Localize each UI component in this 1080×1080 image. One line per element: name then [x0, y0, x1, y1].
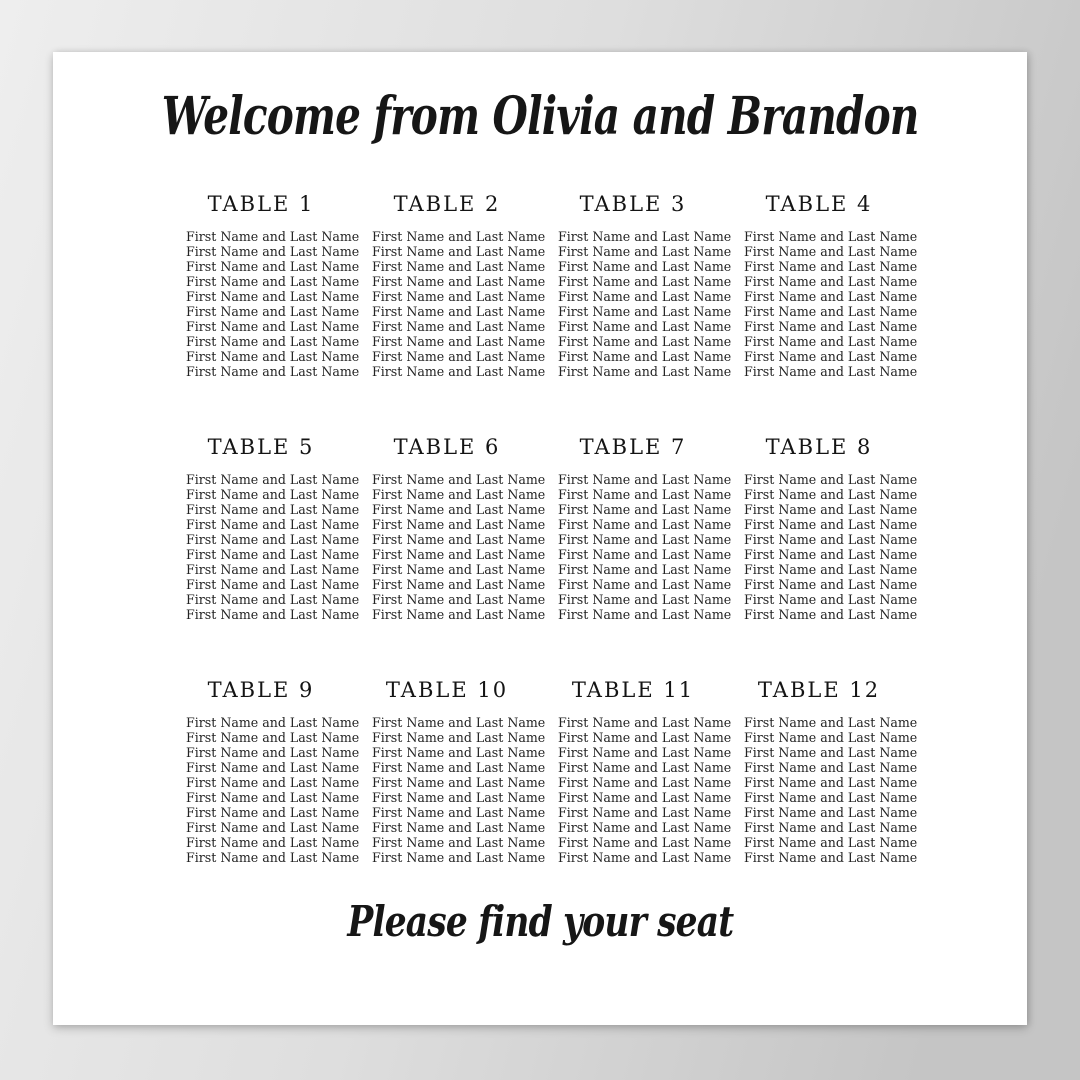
guest-name: First Name and Last Name	[558, 547, 732, 563]
guest-list	[372, 715, 546, 866]
guest-name: First Name and Last Name	[372, 289, 546, 305]
table-card	[558, 192, 732, 380]
guest-name: First Name and Last Name	[372, 562, 546, 578]
guest-name: First Name and Last Name	[186, 319, 360, 335]
guest-list	[186, 229, 360, 380]
guest-name: First Name and Last Name	[372, 730, 546, 746]
guest-name: First Name and Last Name	[186, 274, 360, 290]
guest-name: First Name and Last Name	[744, 517, 918, 533]
guest-name: First Name and Last Name	[186, 715, 360, 731]
guest-name: First Name and Last Name	[372, 304, 546, 320]
guest-name: First Name and Last Name	[372, 820, 546, 836]
guest-name: First Name and Last Name	[186, 760, 360, 776]
guest-name: First Name and Last Name	[744, 760, 918, 776]
guest-name: First Name and Last Name	[744, 790, 918, 806]
guest-name: First Name and Last Name	[372, 502, 546, 518]
guest-name: First Name and Last Name	[558, 835, 732, 851]
tables-grid	[53, 192, 1027, 865]
table-title: TABLE 12	[757, 678, 881, 703]
guest-name: First Name and Last Name	[372, 517, 546, 533]
guest-name: First Name and Last Name	[558, 304, 732, 320]
guest-name: First Name and Last Name	[558, 715, 732, 731]
table-title: TABLE 9	[207, 678, 315, 703]
poster-title	[53, 86, 1027, 148]
guest-name: First Name and Last Name	[744, 835, 918, 851]
guest-name: First Name and Last Name	[372, 607, 546, 623]
guest-name: First Name and Last Name	[186, 562, 360, 578]
table-card	[744, 192, 918, 380]
guest-name: First Name and Last Name	[372, 745, 546, 761]
guest-name: First Name and Last Name	[372, 760, 546, 776]
guest-name: First Name and Last Name	[186, 472, 360, 488]
guest-name: First Name and Last Name	[186, 607, 360, 623]
guest-name: First Name and Last Name	[372, 229, 546, 245]
guest-name: First Name and Last Name	[558, 562, 732, 578]
guest-name: First Name and Last Name	[372, 805, 546, 821]
table-title: TABLE 2	[393, 192, 501, 217]
guest-name: First Name and Last Name	[558, 274, 732, 290]
guest-name: First Name and Last Name	[186, 850, 360, 866]
guest-name: First Name and Last Name	[372, 244, 546, 260]
guest-list	[372, 472, 546, 623]
guest-name: First Name and Last Name	[744, 334, 918, 350]
guest-name: First Name and Last Name	[372, 547, 546, 563]
guest-list	[744, 472, 918, 623]
guest-name: First Name and Last Name	[744, 289, 918, 305]
guest-name: First Name and Last Name	[558, 244, 732, 260]
guest-list	[186, 472, 360, 623]
poster-footer-text: Please find your seat	[347, 897, 733, 947]
guest-name: First Name and Last Name	[744, 607, 918, 623]
guest-name: First Name and Last Name	[186, 349, 360, 365]
guest-name: First Name and Last Name	[558, 820, 732, 836]
guest-name: First Name and Last Name	[744, 775, 918, 791]
guest-name: First Name and Last Name	[744, 274, 918, 290]
guest-name: First Name and Last Name	[744, 592, 918, 608]
table-title: TABLE 1	[207, 192, 315, 217]
guest-name: First Name and Last Name	[186, 289, 360, 305]
guest-name: First Name and Last Name	[372, 775, 546, 791]
table-card	[186, 192, 360, 380]
seating-chart-poster	[53, 52, 1027, 1025]
guest-list	[558, 715, 732, 866]
guest-name: First Name and Last Name	[186, 577, 360, 593]
guest-name: First Name and Last Name	[186, 805, 360, 821]
guest-name: First Name and Last Name	[558, 745, 732, 761]
guest-name: First Name and Last Name	[186, 502, 360, 518]
guest-name: First Name and Last Name	[186, 487, 360, 503]
guest-name: First Name and Last Name	[186, 775, 360, 791]
guest-name: First Name and Last Name	[372, 592, 546, 608]
guest-name: First Name and Last Name	[372, 334, 546, 350]
guest-list	[558, 229, 732, 380]
guest-name: First Name and Last Name	[372, 472, 546, 488]
guest-name: First Name and Last Name	[186, 547, 360, 563]
guest-name: First Name and Last Name	[558, 289, 732, 305]
guest-name: First Name and Last Name	[558, 730, 732, 746]
guest-name: First Name and Last Name	[186, 334, 360, 350]
guest-name: First Name and Last Name	[558, 229, 732, 245]
guest-name: First Name and Last Name	[558, 502, 732, 518]
table-title: TABLE 3	[579, 192, 687, 217]
guest-name: First Name and Last Name	[186, 244, 360, 260]
table-card	[372, 435, 546, 623]
guest-name: First Name and Last Name	[744, 319, 918, 335]
table-card	[186, 435, 360, 623]
guest-name: First Name and Last Name	[558, 319, 732, 335]
guest-list	[744, 715, 918, 866]
guest-name: First Name and Last Name	[372, 715, 546, 731]
poster-title-text: Welcome from Olivia and Brandon	[161, 86, 919, 147]
table-title: TABLE 7	[579, 435, 687, 460]
table-card	[186, 678, 360, 866]
guest-name: First Name and Last Name	[558, 607, 732, 623]
guest-name: First Name and Last Name	[744, 820, 918, 836]
guest-name: First Name and Last Name	[186, 229, 360, 245]
guest-name: First Name and Last Name	[186, 835, 360, 851]
table-card	[558, 435, 732, 623]
guest-name: First Name and Last Name	[186, 532, 360, 548]
guest-name: First Name and Last Name	[372, 850, 546, 866]
table-title: TABLE 10	[385, 678, 509, 703]
guest-name: First Name and Last Name	[744, 577, 918, 593]
guest-name: First Name and Last Name	[372, 577, 546, 593]
guest-name: First Name and Last Name	[558, 259, 732, 275]
guest-name: First Name and Last Name	[558, 592, 732, 608]
guest-name: First Name and Last Name	[744, 730, 918, 746]
guest-name: First Name and Last Name	[186, 259, 360, 275]
guest-name: First Name and Last Name	[744, 487, 918, 503]
guest-name: First Name and Last Name	[744, 502, 918, 518]
table-card	[744, 678, 918, 866]
guest-name: First Name and Last Name	[372, 319, 546, 335]
table-title: TABLE 6	[393, 435, 501, 460]
guest-name: First Name and Last Name	[744, 472, 918, 488]
guest-name: First Name and Last Name	[186, 304, 360, 320]
guest-name: First Name and Last Name	[744, 532, 918, 548]
guest-name: First Name and Last Name	[372, 835, 546, 851]
guest-name: First Name and Last Name	[558, 334, 732, 350]
guest-name: First Name and Last Name	[558, 805, 732, 821]
guest-name: First Name and Last Name	[186, 517, 360, 533]
guest-list	[744, 229, 918, 380]
guest-list	[558, 472, 732, 623]
guest-name: First Name and Last Name	[186, 730, 360, 746]
guest-name: First Name and Last Name	[372, 259, 546, 275]
guest-name: First Name and Last Name	[558, 487, 732, 503]
guest-name: First Name and Last Name	[744, 715, 918, 731]
table-card	[372, 678, 546, 866]
guest-list	[186, 715, 360, 866]
table-card	[372, 192, 546, 380]
guest-name: First Name and Last Name	[744, 745, 918, 761]
guest-name: First Name and Last Name	[186, 820, 360, 836]
guest-name: First Name and Last Name	[372, 274, 546, 290]
guest-name: First Name and Last Name	[744, 349, 918, 365]
guest-name: First Name and Last Name	[744, 364, 918, 380]
guest-name: First Name and Last Name	[558, 517, 732, 533]
guest-name: First Name and Last Name	[744, 229, 918, 245]
table-card	[558, 678, 732, 866]
guest-name: First Name and Last Name	[744, 244, 918, 260]
guest-name: First Name and Last Name	[744, 259, 918, 275]
guest-name: First Name and Last Name	[558, 577, 732, 593]
guest-name: First Name and Last Name	[558, 349, 732, 365]
guest-name: First Name and Last Name	[186, 790, 360, 806]
table-title: TABLE 4	[765, 192, 873, 217]
guest-name: First Name and Last Name	[744, 805, 918, 821]
guest-name: First Name and Last Name	[744, 304, 918, 320]
guest-name: First Name and Last Name	[186, 745, 360, 761]
guest-name: First Name and Last Name	[558, 472, 732, 488]
guest-name: First Name and Last Name	[744, 562, 918, 578]
guest-name: First Name and Last Name	[372, 487, 546, 503]
guest-list	[372, 229, 546, 380]
table-title: TABLE 11	[571, 678, 695, 703]
guest-name: First Name and Last Name	[744, 547, 918, 563]
guest-name: First Name and Last Name	[558, 850, 732, 866]
guest-name: First Name and Last Name	[558, 532, 732, 548]
guest-name: First Name and Last Name	[372, 790, 546, 806]
guest-name: First Name and Last Name	[558, 760, 732, 776]
guest-name: First Name and Last Name	[558, 775, 732, 791]
poster-footer	[53, 897, 1027, 947]
table-card	[744, 435, 918, 623]
guest-name: First Name and Last Name	[372, 532, 546, 548]
guest-name: First Name and Last Name	[186, 364, 360, 380]
table-title: TABLE 5	[207, 435, 315, 460]
guest-name: First Name and Last Name	[558, 790, 732, 806]
guest-name: First Name and Last Name	[744, 850, 918, 866]
guest-name: First Name and Last Name	[372, 349, 546, 365]
guest-name: First Name and Last Name	[372, 364, 546, 380]
guest-name: First Name and Last Name	[558, 364, 732, 380]
guest-name: First Name and Last Name	[186, 592, 360, 608]
table-title: TABLE 8	[765, 435, 873, 460]
